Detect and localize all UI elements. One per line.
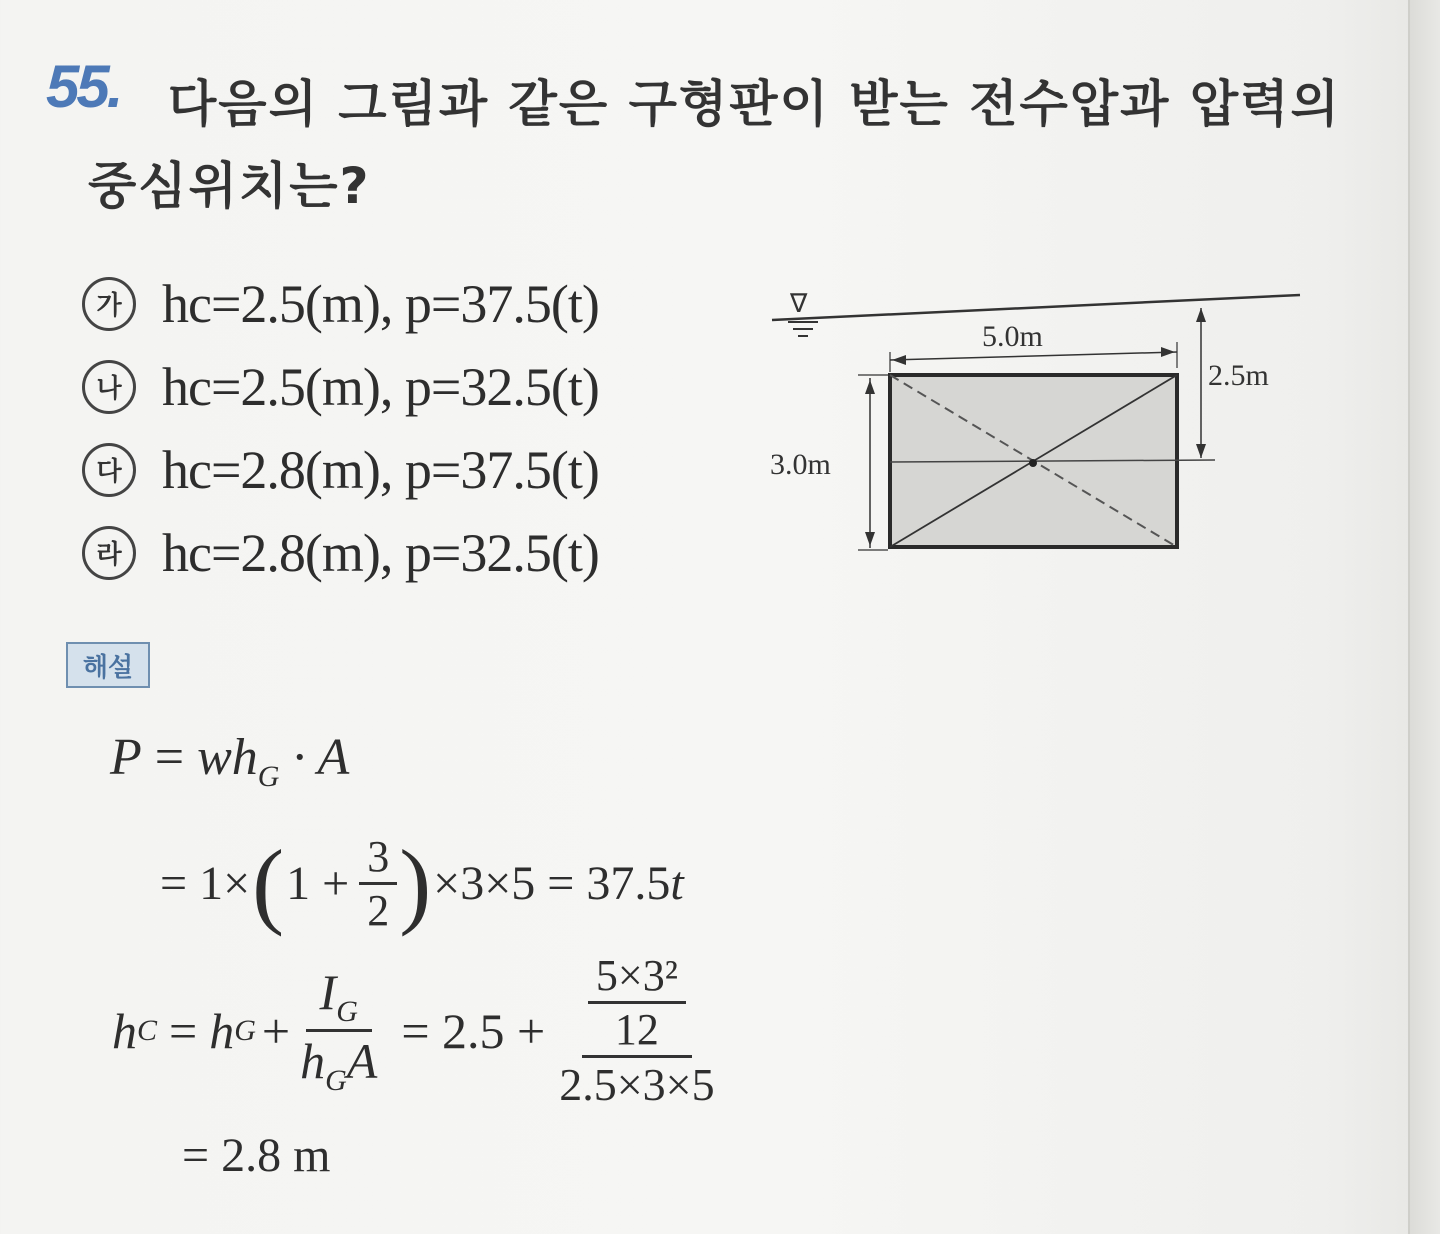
height-dimension bbox=[770, 375, 888, 550]
eq2-rparen: ) bbox=[399, 830, 432, 937]
eq2-post: ×3×5 = 37.5 bbox=[433, 857, 671, 910]
equation-center-depth bbox=[112, 950, 715, 1111]
solution-badge: 해설 bbox=[66, 642, 150, 688]
eq3-inner-fraction bbox=[588, 950, 686, 1055]
answer-options bbox=[82, 262, 599, 594]
equation-pressure bbox=[110, 728, 349, 794]
eq2-frac-den: 2 bbox=[367, 886, 390, 935]
depth-dimension bbox=[1196, 308, 1269, 458]
eq3-big-fraction bbox=[559, 950, 714, 1111]
eq3-plus: + bbox=[261, 1002, 291, 1059]
water-surface-symbol: ∇ bbox=[790, 289, 808, 319]
equation-result: = 2.8 m bbox=[182, 1129, 331, 1182]
eq2-fraction bbox=[359, 831, 397, 936]
eq3-fd-sub: G bbox=[325, 1064, 347, 1097]
question-text-line1: 다음의 그림과 같은 구형판이 받는 전수압과 압력의 bbox=[168, 75, 1341, 133]
question-text-line2: 중심위치는? bbox=[88, 157, 371, 215]
eq3-hsub: C bbox=[137, 1013, 158, 1047]
eq3-mid: = 2.5 + bbox=[401, 1002, 546, 1059]
eq1-tail: · A bbox=[292, 729, 350, 786]
option-c-text: hc=2.8(m), p=37.5(t) bbox=[162, 439, 599, 500]
eq3-hgsub: G bbox=[234, 1013, 256, 1047]
equation-pressure-value bbox=[160, 828, 684, 939]
option-c-mark: 다 bbox=[82, 443, 136, 497]
option-c[interactable] bbox=[82, 428, 599, 511]
eq3-h: h bbox=[112, 1002, 137, 1059]
option-a-mark: 가 bbox=[82, 277, 136, 331]
eq3-fraction bbox=[300, 963, 377, 1098]
width-dimension bbox=[890, 320, 1177, 372]
option-d-mark: 라 bbox=[82, 526, 136, 580]
centroid-point bbox=[1029, 459, 1037, 467]
option-a-text: hc=2.5(m), p=37.5(t) bbox=[162, 273, 599, 334]
page-edge bbox=[1408, 0, 1440, 1234]
eq3-fd: h bbox=[300, 1033, 326, 1089]
eq3-fn: I bbox=[319, 964, 337, 1020]
eq3-fn-sub: G bbox=[336, 995, 358, 1028]
height-label: 3.0m bbox=[770, 448, 831, 481]
eq3-inner-num: 5×3² bbox=[588, 950, 686, 1004]
eq2-in: 1 + bbox=[286, 857, 350, 910]
option-a[interactable] bbox=[82, 262, 599, 345]
eq3-inner-den: 12 bbox=[614, 1005, 659, 1054]
eq1-wh: wh bbox=[197, 729, 258, 786]
width-label: 5.0m bbox=[982, 320, 1043, 353]
eq1-equals: = bbox=[154, 729, 198, 786]
eq2-unit: t bbox=[670, 857, 684, 910]
eq2-pre: = 1× bbox=[160, 857, 251, 910]
option-b-mark: 나 bbox=[82, 360, 136, 414]
eq1-lhs: P bbox=[110, 729, 142, 786]
question-number: 55. bbox=[46, 53, 121, 120]
eq3-fd-tail: A bbox=[346, 1033, 378, 1089]
option-d-text: hc=2.8(m), p=32.5(t) bbox=[162, 522, 599, 583]
plate-diagram bbox=[760, 280, 1320, 580]
eq3-hg: h bbox=[209, 1002, 235, 1059]
eq3-big-num bbox=[582, 950, 692, 1058]
eq2-frac-num: 3 bbox=[359, 831, 397, 885]
depth-label: 2.5m bbox=[1208, 359, 1269, 392]
eq3-equals: = bbox=[169, 1002, 198, 1059]
option-d[interactable] bbox=[82, 511, 599, 594]
eq1-sub: G bbox=[257, 760, 280, 793]
option-b-text: hc=2.5(m), p=32.5(t) bbox=[162, 356, 599, 417]
eq3-big-den: 2.5×3×5 bbox=[559, 1059, 715, 1110]
eq3-frac-den bbox=[300, 1032, 377, 1098]
eq3-frac-num bbox=[306, 963, 372, 1032]
eq2-lparen: ( bbox=[252, 830, 285, 937]
option-b[interactable] bbox=[82, 345, 599, 428]
